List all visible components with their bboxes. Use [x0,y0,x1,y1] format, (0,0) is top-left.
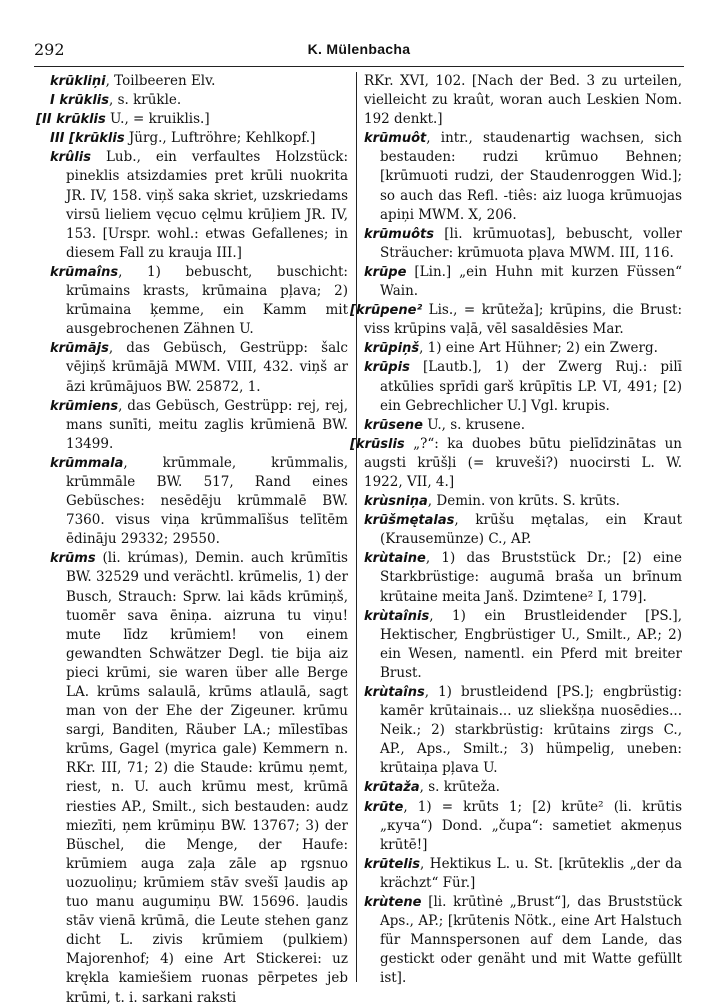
headword: I krūklis [50,93,109,109]
headword: [krūslis [350,436,405,452]
dictionary-entry: krūšmętalas, krūšu mętalas, ein Kraut (Krausemünze) C., AP. [364,512,682,548]
headword: krūmuôts [364,226,434,242]
dictionary-entry: krūmuôts [li. krūmuotas], bebuscht, voller Sträucher: krūmuota pļava MWM. III, 116. [364,225,682,261]
headword: krūpe [364,264,407,280]
dictionary-entry: krùtene [li. krūtìnė „Brust“], das Bruststück Aps., AP.; [krūtenis Nötk., eine Art Halstuch für Mannspersonen auf dem Lande, das gestickt oder genäht und mit Watte gefüllt ist]. [364,894,682,987]
dictionary-entry: krùsniņa, Demin. von krūts. S. krūts. [364,493,620,510]
dictionary-entry: [krūpene² Lis., = krūteža]; krūpins, die Brust: viss krūpins vaļā, vēl sasaldēsies Mar. [350,302,682,338]
page-number: 292 [34,40,65,59]
headword: krūsene [364,417,423,433]
headword: krūmājs [50,341,109,357]
dictionary-entry: krûlis Lub., ein verfaultes Holzstück: pineklis atsizdamies pret krūli nuokrita JR. IV, 158. viņš saka skriet, uzskriedams virsū lieliem vęcuo cęlmu krūļiem JR. IV, 153. [Urspr. wohl.: etwas Gefallenes; in diesem Fall zu krauja III.] [50,149,348,261]
dictionary-entry: III [krūklis Jürg., Luftröhre; Kehlkopf.] [50,130,316,147]
headword: krūpiņš [364,341,420,357]
headword: III [krūklis [50,131,125,147]
headword: krūtelis [364,856,420,872]
dictionary-entry: krūte, 1) = krūts 1; [2) krūte² (li. krūtis „куча“) Dond. „čupa“: sametiet akmeņus krūtē!] [364,798,682,853]
dictionary-entry: krūms (li. krúmas), Demin. auch krūmītis BW. 32529 und verächtl. krūmelis, 1) der Busch, Strauch: Sprw. lai kāds krūmiņš, tuomēr sava ēniņa. aizruna tu viņu! mute līdz krūmiem! von einem gewandten Schwätzer Degl. tie bija aiz pieci krūmi, sie waren über alle Berge LA. krūms salaulā, krūms atlaulā, sagt man von der Ehe der Zigeuner. krūmu sargi, Banditen, Räuber LA.; mīlestības krūms, Gagel (myrica gale) Kemmern n. RKr. III, 71; 2) die Staude: krūmu ņemt, riest, n. U. auch krūmu mest, krūmā riesties AP., Smilt., sich bestauden: audz miezīti, ņem krūmiņu BW. 13767; 3) der Büschel, die Menge, der Haufe: krūmiem auga zaļa zāle ap rgsnuo uozuoliņu; krūmiem stāv svešī ļaudis ap tuo manu augumiņu BW. 15696. ļaudis stāv vienā krūmā, die Leute stehen ganz dicht L. zivis krūmiem (pulkiem) Majorenhof; 4) eine Art Stickerei: uz krękla kamiešiem ruonas pērpetes jeb krūmi, t. i. sarkani raksti [50,550,348,1006]
column-divider [356,72,357,982]
headword: krūte [364,799,404,815]
headword: krūtaža [364,780,420,796]
dictionary-entry: krūtelis, Hektikus L. u. St. [krūteklis „der da krächzt“ Für.] [364,855,682,891]
headword: krūmiens [50,398,119,414]
headword: krūpis [364,360,410,376]
headword: [II krūklis [36,112,106,128]
dictionary-entry: [krūslis „?“: ka duobes būtu pielīdzinātas un augsti krūšļi (= kruveši?) nuocirsti L. W. 1922, VII, 4.] [350,435,682,490]
dictionary-entry: krūmuôt, intr., staudenartig wachsen, sich bestauden: rudzi krūmuo Behnen; [krūmuoti rudzi, der Staudenroggen Wid.]; so auch das Refl. -tiês: aiz luoga krūmuojas apiņi MWM. X, 206. [364,130,682,223]
dictionary-entry: krūpiņš, 1) eine Art Hühner; 2) ein Zwerg. [364,340,658,357]
headword: krūšmętalas [364,513,455,529]
headword: krùtaîns [364,685,425,700]
dictionary-entry: krùtaînis, 1) ein Brustleidender [PS.], Hektischer, Engbrüstiger U., Smilt., AP.; 2) ein Wesen, namentl. ein Pferd mit breiter Brust. [364,607,682,681]
headword: krūkliņi [50,74,106,89]
headword: krùtaînis [364,608,430,624]
page-header [34,40,684,64]
headword: krūms [50,551,96,567]
dictionary-entry: krùtaîns, 1) brustleidend [PS.]; engbrüstig: kamēr krūtainais... uz sliekšņa nuosēdies... Neik.; 2) starkbrüstig: krūtains zirgs C., AP., Aps., Smilt.; 3) hümpelig, uneben: krūtaiņa pļava U. [364,684,682,777]
headword: krùtaine [364,551,426,567]
dictionary-entry: krūsene U., s. krusene. [364,416,525,433]
headword: krūmaîns [50,264,119,280]
headword: krûlis [50,150,91,166]
dictionary-entry: krūmmala, krūmmale, krūmmalis, krūmmāle BW. 517, Rand eines Gebüsches: nesēdēju krūmmalē BW. 7360. visus viņa krūmmalīšus telītēm ēdināju 29332; 29550. [50,454,348,548]
dictionary-entry: krūtaža, s. krūteža. [364,779,500,796]
headword: krūmuôt [364,131,427,147]
left-column [36,72,348,1008]
headword: [krūpene² [350,303,423,319]
dictionary-entry: krùtaine, 1) das Bruststück Dr.; [2) eine Starkbrüstige: augumā braša un brīnum krūtaine meita Janš. Dzimtene² I, 179]. [364,550,682,605]
dictionary-entry: krūmaîns, 1) bebuscht, buschicht: krūmains krasts, krūmaina pļava; 2) krūmaina ķemme, ein Kamm mit ausgebrochenen Zähnen U. [50,263,348,338]
headword: krūmmala [50,455,124,471]
headword: krùtene [364,895,422,911]
headword: krùsniņa [364,494,428,510]
header-rule [34,66,684,67]
running-title: K. Mülenbacha [307,41,411,57]
dictionary-entry: krūkliņi, Toilbeeren Elv. [50,73,216,89]
dictionary-entry: krūpis [Lautb.], 1) der Zwerg Ruj.: pilī atkūlies sprīdi garš krūpītis LP. VI, 491; [2) ein Gebrechlicher U.] Vgl. krupis. [364,359,682,414]
dictionary-entry: [II krūklis U., = kruiklis.] [36,111,210,128]
dictionary-entry: krūmiens, das Gebüsch, Gestrüpp: rej, rej, mans sunīti, meitu zaglis krūmienā BW. 13499. [50,397,348,452]
dictionary-entry: krūpe [Lin.] „ein Huhn mit kurzen Füssen“ Wain. [364,263,682,300]
dictionary-entry: krūmājs, das Gebüsch, Gestrüpp: šalc vējiņš krūmājā MWM. VIII, 432. viņš ar āzi krūmājuos BW. 25872, 1. [50,340,348,395]
right-column [350,72,682,989]
dictionary-entry: I krūklis, s. krūkle. [50,92,182,109]
dictionary-entry-continuation: RKr. XVI, 102. [Nach der Bed. 3 zu urteilen, vielleicht zu kraût, woran auch Leskien Nom. 192 denkt.] [364,73,682,128]
